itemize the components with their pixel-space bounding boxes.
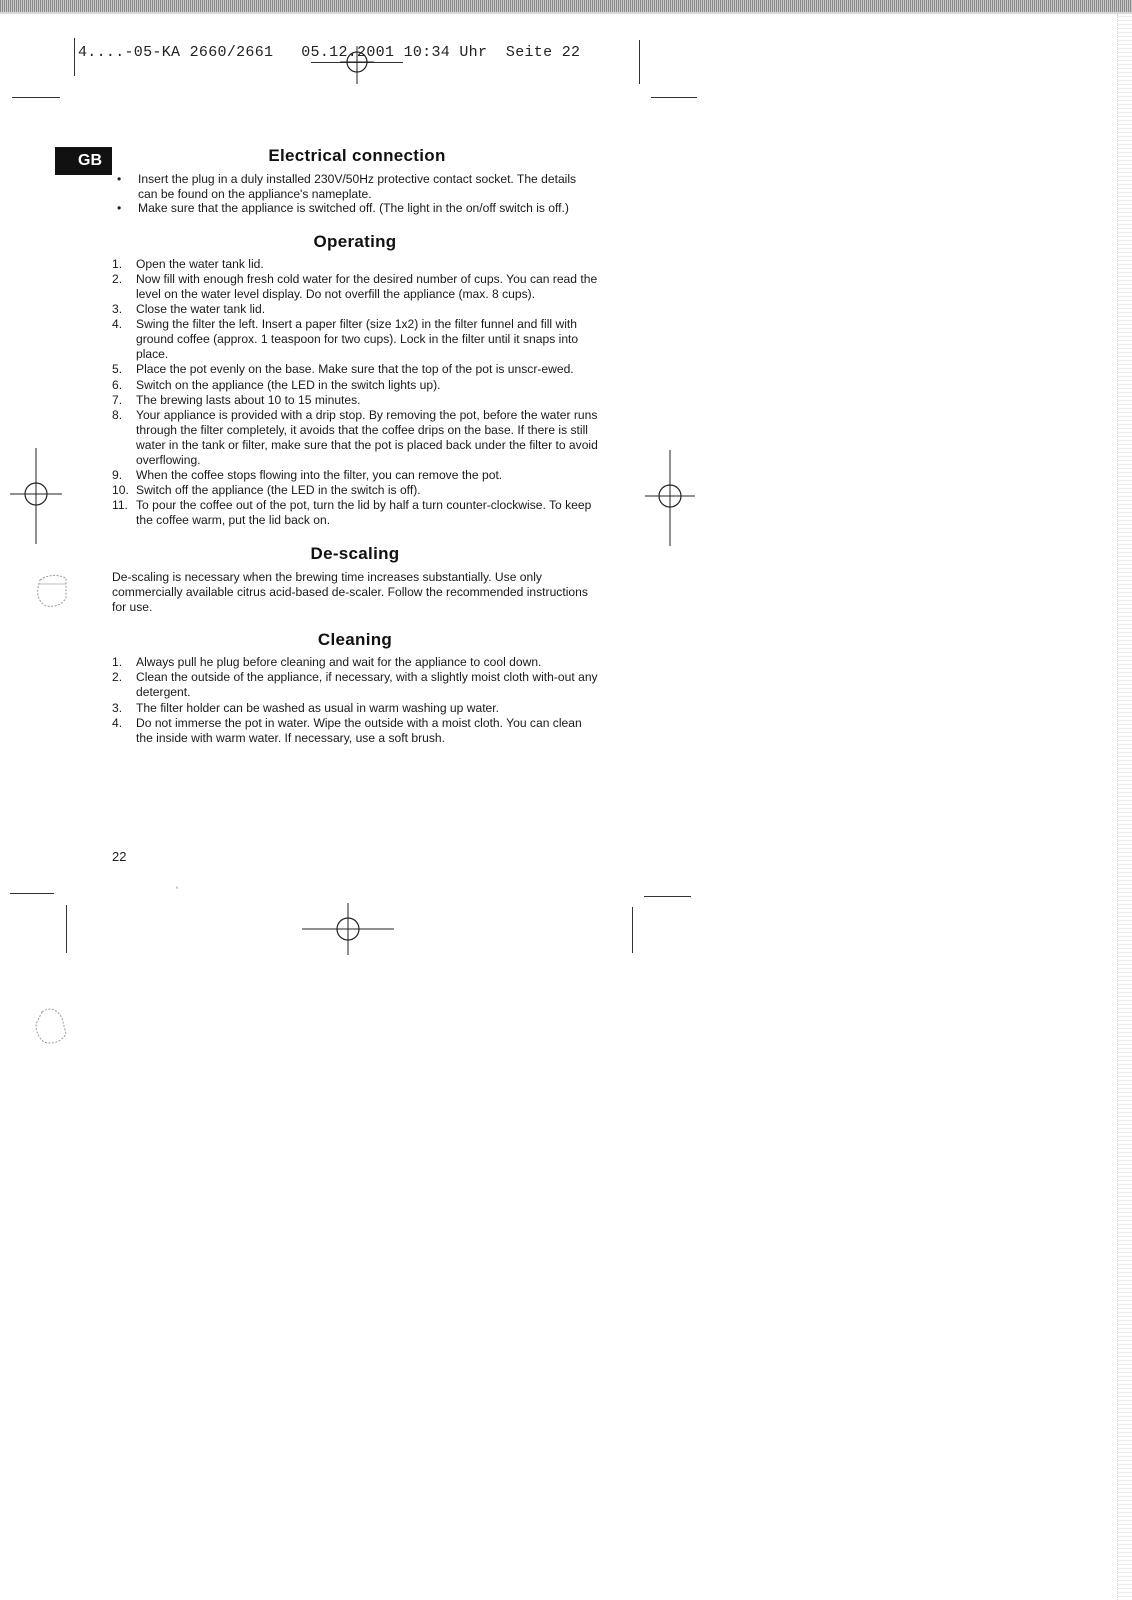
list-item: 10. Switch off the appliance (the LED in the switch is off).	[112, 483, 421, 498]
header-page-label: Seite 22	[505, 44, 581, 61]
list-item: 3. The filter holder can be washed as usual in warm washing up water.	[112, 700, 500, 715]
cleaning-steps	[112, 655, 598, 746]
section-descaling	[112, 544, 598, 614]
list-item: • Insert the plug in a duly installed 230V/50Hz protective contact socket. The details can be found on the appliance's nameplate.	[117, 172, 577, 201]
manual-content	[112, 146, 598, 746]
list-item: 4. Swing the filter the left. Insert a paper filter (size 1x2) in the filter funnel and fill with ground coffee (approx. 1 teaspoon for two cups). Lock in the filter until it snaps into place.	[112, 317, 579, 362]
section-operating	[112, 232, 598, 529]
registration-mark-top	[332, 44, 382, 86]
list-item: 1. Open the water tank lid.	[112, 256, 264, 271]
bullet-icon: •	[117, 201, 122, 216]
page-number: 22	[112, 849, 127, 864]
binder-hole-mark-upper	[32, 570, 72, 612]
crop-mark-bottom-right-vertical	[632, 907, 633, 953]
crop-mark-bottom-right-horizontal	[644, 896, 691, 897]
print-header	[78, 44, 580, 61]
list-item: 9. When the coffee stops flowing into the filter, you can remove the pot.	[112, 468, 503, 483]
list-item: • Make sure that the appliance is switched off. (The light in the on/off switch is off.)	[117, 201, 569, 216]
header-slug: 4....-05-KA 2660/2661	[78, 44, 274, 61]
list-item: 1. Always pull he plug before cleaning and wait for the appliance to cool down.	[112, 655, 542, 670]
registration-mark-left	[10, 448, 62, 544]
crop-mark-top-right-vertical	[639, 40, 640, 84]
header-date-time: 05.12.2001 10:34 Uhr	[301, 44, 488, 61]
operating-steps	[112, 257, 598, 529]
scan-right-edge	[1117, 14, 1132, 1600]
section-title-descaling: De-scaling	[310, 544, 400, 564]
list-item: 3. Close the water tank lid.	[112, 302, 266, 317]
crop-mark-bottom-left-vertical	[66, 905, 67, 953]
electrical-bullets	[112, 172, 598, 216]
section-title-electrical: Electrical connection	[268, 146, 446, 165]
list-item: 4. Do not immerse the pot in water. Wipe the outside with a moist cloth. You can clean the inside with warm water. If necessary, use a soft brush.	[112, 715, 582, 745]
section-title-operating: Operating	[313, 231, 397, 251]
crop-mark-top-left-horizontal	[12, 97, 60, 98]
list-item: 11. To pour the coffee out of the pot, turn the lid by half a turn counter-clockwise. To keep the coffee warm, put the lid back on.	[112, 498, 592, 528]
list-item: 7. The brewing lasts about 10 to 15 minutes.	[112, 392, 361, 407]
scan-top-band	[0, 0, 1132, 12]
stray-mark: ‘	[176, 885, 178, 895]
list-item: 6. Switch on the appliance (the LED in the switch lights up).	[112, 377, 441, 392]
registration-mark-right	[645, 450, 695, 546]
registration-mark-bottom	[302, 903, 394, 955]
descaling-text: De-scaling is necessary when the brewing time increases substantially. Use only commercially available citrus acid-based de-scaler. Follow the recommended instructions for use.	[112, 570, 588, 614]
crop-mark-bottom-left-horizontal	[10, 893, 54, 894]
list-item: 8. Your appliance is provided with a drip stop. By removing the pot, before the water runs through the filter completely, it avoids that the coffee drips on the base. If there is still water in the tank or filter, make sure that the pot is placed back under the filter to avoid overflowing.	[112, 407, 598, 467]
list-item: 5. Place the pot evenly on the base. Make sure that the top of the pot is unscr-ewed.	[112, 362, 574, 377]
bullet-icon: •	[117, 172, 122, 186]
list-item: 2. Now fill with enough fresh cold water for the desired number of cups. You can read the level on the water level display. Do not overfill the appliance (max. 8 cups).	[112, 271, 598, 301]
list-item: 2. Clean the outside of the appliance, if necessary, with a slightly moist cloth with-out any detergent.	[112, 670, 598, 700]
crop-mark-top-right-horizontal	[651, 97, 697, 98]
scan-top-shadow	[0, 12, 1132, 14]
section-title-cleaning: Cleaning	[317, 630, 393, 650]
crop-mark-top-left-vertical	[74, 38, 75, 76]
binder-hole-mark-lower	[32, 1004, 72, 1048]
section-cleaning	[112, 630, 598, 746]
language-badge: GB	[55, 147, 112, 175]
